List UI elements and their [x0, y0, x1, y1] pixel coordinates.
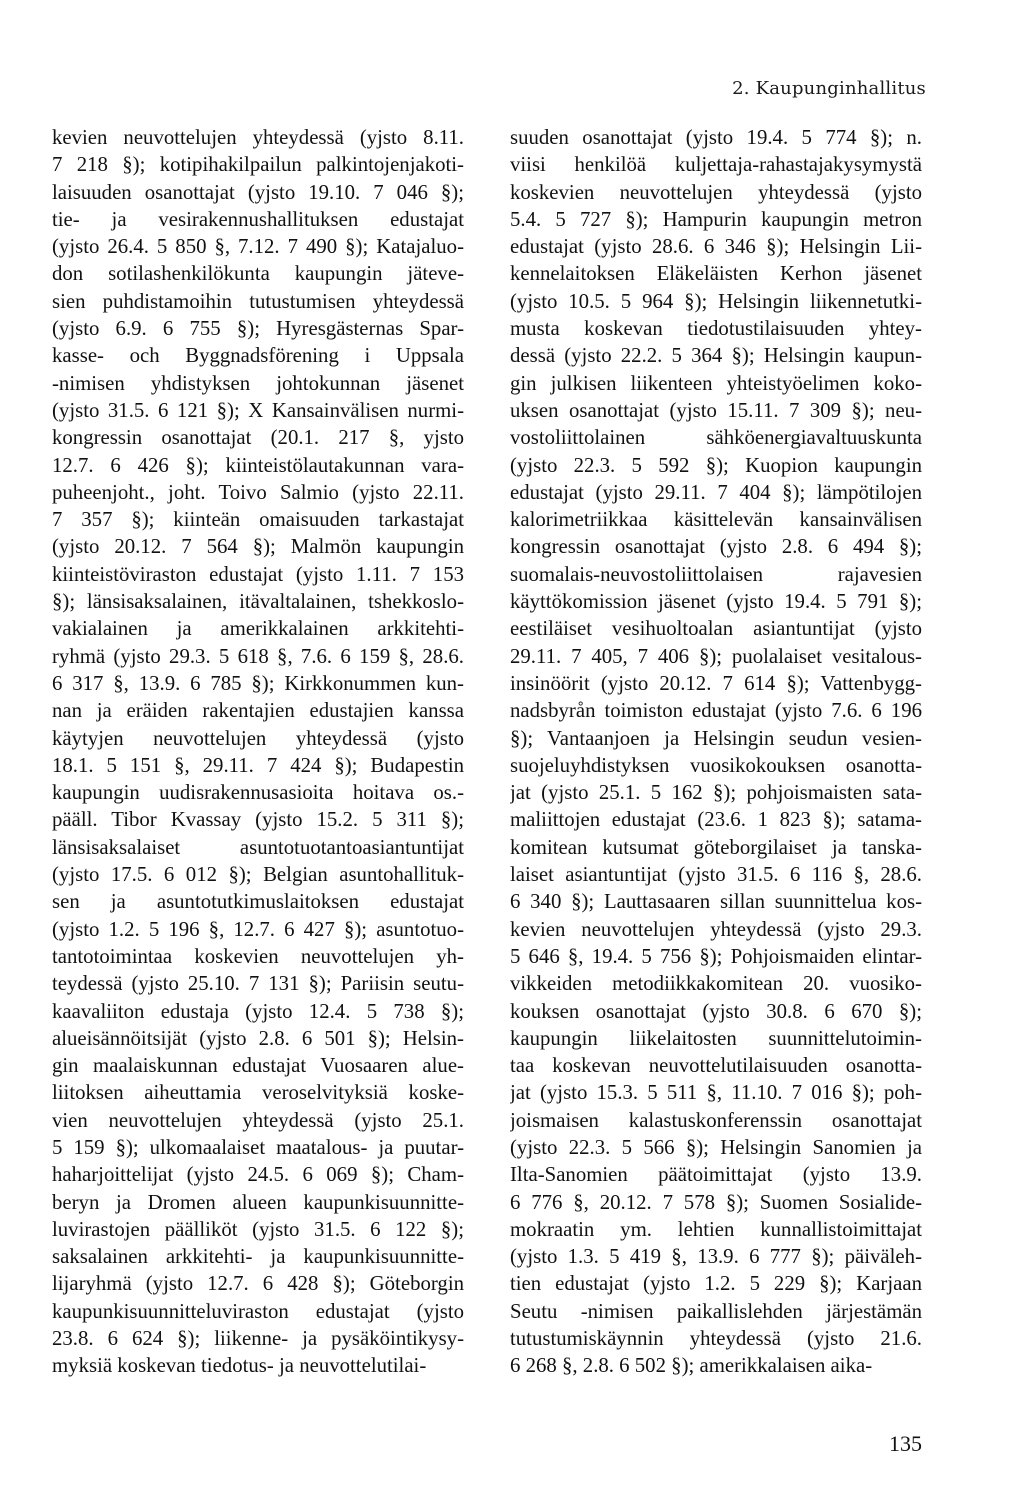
- right-column-line: 29.11. 7 405, 7 406 §); puolalaiset vesitalous-: [510, 644, 922, 668]
- left-column-line: §); länsisaksalainen, itävaltalainen, tshekkoslo-: [52, 590, 464, 614]
- left-column-line: nan ja eräiden rakentajien edustajien kanssa: [52, 699, 464, 723]
- right-column-line: suuden osanottajat (yjsto 19.4. 5 774 §); n.: [510, 126, 922, 149]
- left-column-line: 6 317 §, 13.9. 6 785 §); Kirkkonummen kun-: [52, 671, 464, 695]
- right-column-line: edustajat (yjsto 28.6. 6 346 §); Helsingin Lii-: [510, 235, 922, 259]
- right-column-line: komitean kutsumat göteborgilaiset ja tanska-: [510, 835, 922, 859]
- right-column-line: joismaisen kalastuskonferenssin osanottajat: [510, 1108, 922, 1132]
- left-column-line: liitoksen aiheuttamia veroselvityksiä koske-: [52, 1081, 464, 1105]
- right-column-line: laiset asiantuntijat (yjsto 31.5. 6 116 §, 28.6.: [510, 863, 922, 887]
- right-column-line: nadsbyrån toimiston edustajat (yjsto 7.6. 6 196: [510, 699, 922, 723]
- left-column-line: luvirastojen päälliköt (yjsto 31.5. 6 122 §);: [52, 1217, 464, 1241]
- right-column-line: vikkeiden metodiikkakomitean 20. vuosiko-: [510, 972, 922, 996]
- right-column-line: koskevien neuvottelujen yhteydessä (yjsto: [510, 180, 922, 204]
- right-column-line: jat (yjsto 15.3. 5 511 §, 11.10. 7 016 §); poh-: [510, 1081, 922, 1105]
- right-column-line: suojeluyhdistyksen vuosikokouksen osanotta-: [510, 753, 922, 777]
- right-column-line: maliittojen edustajat (23.6. 1 823 §); satama-: [510, 808, 922, 832]
- right-column-line: tutustumiskäynnin yhteydessä (yjsto 21.6.: [510, 1327, 922, 1351]
- left-column-line: sien puhdistamoihin tutustumisen yhteydessä: [52, 289, 464, 313]
- left-column-line: kasse- och Byggnadsförening i Uppsala: [52, 344, 464, 368]
- right-column-line: Ilta-Sanomien päätoimittajat (yjsto 13.9.: [510, 1163, 922, 1187]
- right-column-line: jat (yjsto 25.1. 5 162 §); pohjoismaisten sata-: [510, 781, 922, 805]
- left-column-line: kevien neuvottelujen yhteydessä (yjsto 8.11.: [52, 126, 464, 149]
- right-column-line: gin julkisen liikenteen yhteistyöelimen koko-: [510, 371, 922, 395]
- left-column-line: puheenjoht., joht. Toivo Salmio (yjsto 22.11.: [52, 480, 464, 504]
- right-column-line: insinöörit (yjsto 20.12. 7 614 §); Vattenbygg-: [510, 671, 922, 695]
- right-column-line: suomalais-neuvostoliittolaisen rajavesien: [510, 562, 922, 586]
- left-column-line: 7 357 §); kiinteän omaisuuden tarkastajat: [52, 508, 464, 532]
- right-column-line: mokraatin ym. lehtien kunnallistoimittajat: [510, 1217, 922, 1241]
- right-column-line: kevien neuvottelujen yhteydessä (yjsto 29.3.: [510, 917, 922, 941]
- right-column-line: taa koskevan neuvottelutilaisuuden osanotta-: [510, 1054, 922, 1078]
- left-column-line: (yjsto 6.9. 6 755 §); Hyresgästernas Spar-: [52, 317, 464, 341]
- left-column-line: teydessä (yjsto 25.10. 7 131 §); Pariisin seutu-: [52, 972, 464, 996]
- right-column-line: tien edustajat (yjsto 1.2. 5 229 §); Karjaan: [510, 1272, 922, 1296]
- left-column-line: kiinteistöviraston edustajat (yjsto 1.11. 7 153: [52, 562, 464, 586]
- page-number: 135: [889, 1431, 922, 1456]
- left-column-line: tantotoimintaa koskevien neuvottelujen yh-: [52, 944, 464, 968]
- right-column-line: viisi henkilöä kuljettaja-rahastajakysymystä: [510, 153, 922, 177]
- left-column-line: myksiä koskevan tiedotus- ja neuvottelutilai-: [52, 1354, 427, 1378]
- left-column-line: saksalainen arkkitehti- ja kaupunkisuunnitte-: [52, 1245, 464, 1269]
- right-column-line: kongressin osanottajat (yjsto 2.8. 6 494 §);: [510, 535, 922, 559]
- right-column-line: 5 646 §, 19.4. 5 756 §); Pohjoismaiden elintar-: [510, 944, 922, 968]
- right-text-column: [510, 124, 922, 1380]
- right-column-line: vostoliittolainen sähköenergiavaltuuskunta: [510, 426, 922, 450]
- right-column-line: (yjsto 1.3. 5 419 §, 13.9. 6 777 §); päiväleh-: [510, 1245, 922, 1269]
- left-column-line: haharjoittelijat (yjsto 24.5. 6 069 §); Cham-: [52, 1163, 464, 1187]
- left-column-line: kongressin osanottajat (20.1. 217 §, yjsto: [52, 426, 464, 450]
- left-column-line: kaupunkisuunnitteluviraston edustajat (yjsto: [52, 1299, 464, 1323]
- right-column-line: 6 268 §, 2.8. 6 502 §); amerikkalaisen aika-: [510, 1354, 873, 1378]
- right-column-line: käyttökomission jäsenet (yjsto 19.4. 5 791 §);: [510, 590, 922, 614]
- left-column-line: kaupungin uudisrakennusasioita hoitava os.-: [52, 781, 464, 805]
- right-column-line: Seutu -nimisen paikallislehden järjestämän: [510, 1299, 922, 1323]
- left-column-line: 5 159 §); ulkomaalaiset maatalous- ja puutar-: [52, 1135, 464, 1159]
- left-column-line: laisuuden osanottajat (yjsto 19.10. 7 046 §);: [52, 180, 464, 204]
- left-column-line: (yjsto 31.5. 6 121 §); X Kansainvälisen nurmi-: [52, 398, 464, 422]
- right-column-line: kaupungin liikelaitosten suunnittelutoimin-: [510, 1026, 922, 1050]
- left-column-line: (yjsto 17.5. 6 012 §); Belgian asuntohallituk-: [52, 863, 464, 887]
- left-column-line: -nimisen yhdistyksen johtokunnan jäsenet: [52, 371, 464, 395]
- left-column-line: 23.8. 6 624 §); liikenne- ja pysäköintikysy-: [52, 1327, 464, 1351]
- right-column-line: kouksen osanottajat (yjsto 30.8. 6 670 §);: [510, 999, 922, 1023]
- right-column-line: §); Vantaanjoen ja Helsingin seudun vesien-: [510, 726, 922, 750]
- left-column-line: länsisaksalaiset asuntotuotantoasiantuntijat: [52, 835, 464, 859]
- left-column-line: vien neuvottelujen yhteydessä (yjsto 25.1.: [52, 1108, 464, 1132]
- right-column-line: 5.4. 5 727 §); Hampurin kaupungin metron: [510, 207, 922, 231]
- left-column-line: beryn ja Dromen alueen kaupunkisuunnitte-: [52, 1190, 464, 1214]
- right-column-line: 6 776 §, 20.12. 7 578 §); Suomen Sosialide-: [510, 1190, 922, 1214]
- left-column-line: alueisännöitsijät (yjsto 2.8. 6 501 §); Helsin-: [52, 1026, 464, 1050]
- left-column-line: gin maalaiskunnan edustajat Vuosaaren alue-: [52, 1054, 464, 1078]
- right-column-line: edustajat (yjsto 29.11. 7 404 §); lämpötilojen: [510, 480, 922, 504]
- right-column-line: (yjsto 22.3. 5 592 §); Kuopion kaupungin: [510, 453, 922, 477]
- left-column-line: kaavaliiton edustaja (yjsto 12.4. 5 738 §);: [52, 999, 464, 1023]
- left-column-line: pääll. Tibor Kvassay (yjsto 15.2. 5 311 §);: [52, 808, 464, 832]
- left-column-line: 18.1. 5 151 §, 29.11. 7 424 §); Budapestin: [52, 753, 464, 777]
- right-column-line: (yjsto 22.3. 5 566 §); Helsingin Sanomien ja: [510, 1135, 922, 1159]
- running-header: 2. Kaupunginhallitus: [732, 78, 926, 99]
- right-column-line: kennelaitoksen Eläkeläisten Kerhon jäsenet: [510, 262, 922, 286]
- right-column-line: uksen osanottajat (yjsto 15.11. 7 309 §); neu-: [510, 398, 922, 422]
- right-column-line: eestiläiset vesihuoltoalan asiantuntijat (yjsto: [510, 617, 922, 641]
- left-text-column: [52, 124, 464, 1380]
- right-column-line: (yjsto 10.5. 5 964 §); Helsingin liikennetutki-: [510, 289, 922, 313]
- right-column-line: musta koskevan tiedotustilaisuuden yhtey-: [510, 317, 922, 341]
- left-column-line: (yjsto 1.2. 5 196 §, 12.7. 6 427 §); asuntotuo-: [52, 917, 464, 941]
- left-column-line: 7 218 §); kotipihakilpailun palkintojenjakoti-: [52, 153, 464, 177]
- left-column-line: (yjsto 26.4. 5 850 §, 7.12. 7 490 §); Katajaluo-: [52, 235, 464, 259]
- right-column-line: dessä (yjsto 22.2. 5 364 §); Helsingin kaupun-: [510, 344, 922, 368]
- left-column-line: käytyjen neuvottelujen yhteydessä (yjsto: [52, 726, 464, 750]
- left-column-line: sen ja asuntotutkimuslaitoksen edustajat: [52, 890, 464, 914]
- right-column-line: kalorimetriikkaa käsittelevän kansainvälisen: [510, 508, 922, 532]
- left-column-line: ryhmä (yjsto 29.3. 5 618 §, 7.6. 6 159 §, 28.6.: [52, 644, 464, 668]
- left-column-line: 12.7. 6 426 §); kiinteistölautakunnan vara-: [52, 453, 464, 477]
- left-column-line: tie- ja vesirakennushallituksen edustajat: [52, 207, 464, 231]
- left-column-line: vakialainen ja amerikkalainen arkkitehti-: [52, 617, 464, 641]
- left-column-line: lijaryhmä (yjsto 12.7. 6 428 §); Göteborgin: [52, 1272, 464, 1296]
- left-column-line: don sotilashenkilökunta kaupungin jäteve-: [52, 262, 464, 286]
- right-column-line: 6 340 §); Lauttasaaren sillan suunnittelua kos-: [510, 890, 922, 914]
- left-column-line: (yjsto 20.12. 7 564 §); Malmön kaupungin: [52, 535, 464, 559]
